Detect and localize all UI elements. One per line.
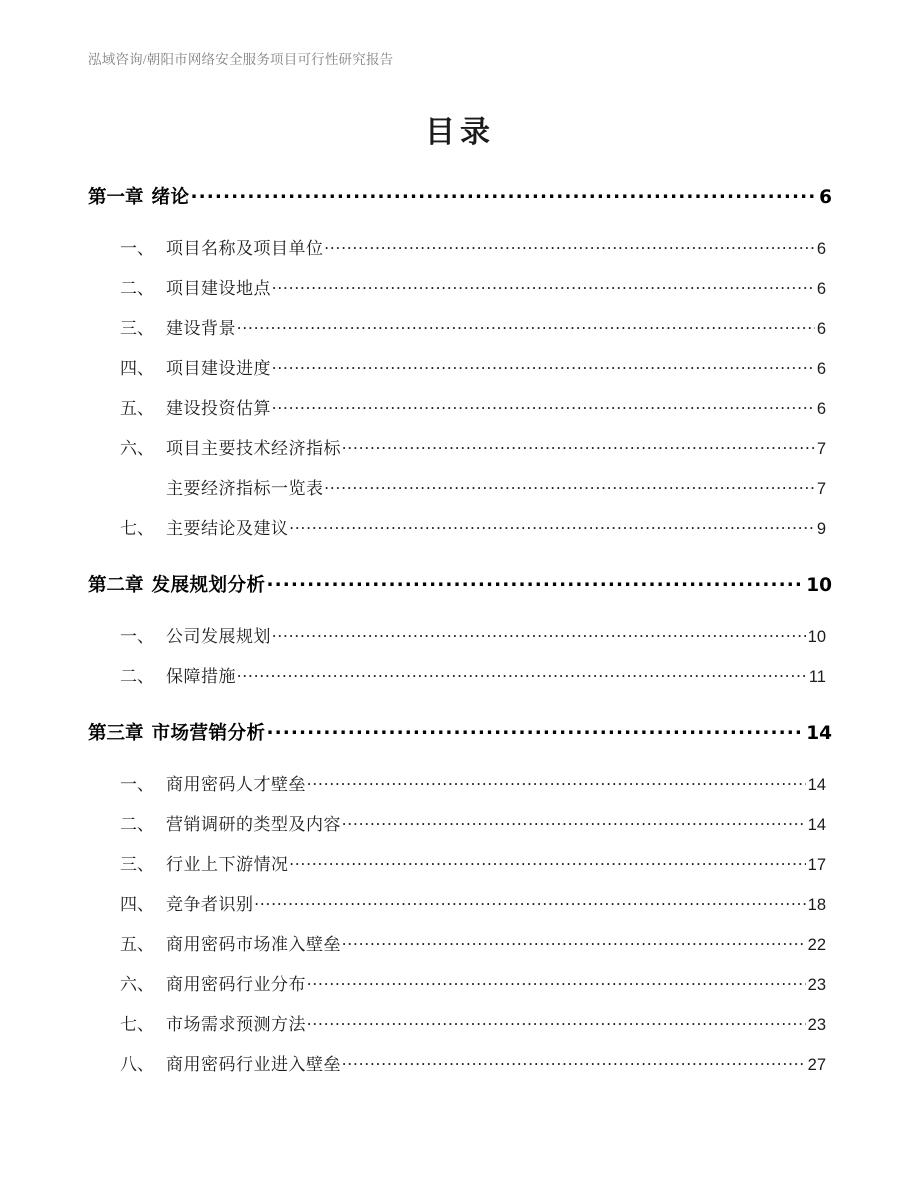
dot-leader bbox=[237, 665, 807, 682]
toc-entry-number: 八、 bbox=[120, 1055, 154, 1074]
toc-section-entry[interactable] bbox=[0, 474, 920, 514]
toc-entry-text: 建设背景 bbox=[166, 319, 236, 338]
dot-leader bbox=[267, 721, 805, 740]
dot-leader bbox=[255, 893, 806, 910]
toc-page-number: 17 bbox=[807, 856, 826, 874]
toc-entry-number: 六、 bbox=[120, 439, 154, 458]
toc-section-entry[interactable] bbox=[0, 930, 920, 970]
toc-section-entry[interactable] bbox=[0, 662, 920, 702]
toc-section-entry[interactable] bbox=[0, 850, 920, 890]
dot-leader bbox=[272, 397, 815, 414]
toc-entry-number: 第一章 bbox=[88, 187, 144, 208]
toc-entry-text: 绪论 bbox=[151, 187, 190, 208]
toc-page-number: 6 bbox=[816, 400, 826, 418]
dot-leader bbox=[191, 185, 818, 204]
toc-entry-text: 商用密码市场准入壁垒 bbox=[166, 935, 341, 954]
spacer bbox=[0, 554, 920, 571]
toc-entry-text: 主要结论及建议 bbox=[166, 519, 289, 538]
toc-entry-label bbox=[88, 719, 266, 745]
toc-entry-label bbox=[120, 850, 289, 875]
toc-entry-number: 第二章 bbox=[88, 575, 144, 596]
toc-entry-number: 五、 bbox=[120, 935, 154, 954]
toc-entry-text: 项目建设地点 bbox=[166, 279, 271, 298]
dot-leader bbox=[342, 813, 806, 830]
toc-entry-text: 公司发展规划 bbox=[166, 627, 271, 646]
dot-leader bbox=[307, 973, 806, 990]
dot-leader bbox=[307, 773, 806, 790]
toc-entry-text: 市场需求预测方法 bbox=[166, 1015, 306, 1034]
toc-entry-number: 四、 bbox=[120, 359, 154, 378]
toc-section-entry[interactable] bbox=[0, 354, 920, 394]
toc-section-entry[interactable] bbox=[0, 890, 920, 930]
toc-page-number: 6 bbox=[816, 280, 826, 298]
dot-leader bbox=[272, 277, 815, 294]
dot-leader bbox=[342, 933, 806, 950]
dot-leader bbox=[307, 1013, 806, 1030]
toc-entry-label bbox=[120, 234, 324, 259]
toc-entry-label bbox=[120, 514, 289, 539]
toc-entry-number: 四、 bbox=[120, 895, 154, 914]
toc-page-number: 9 bbox=[816, 520, 826, 538]
toc-section-entry[interactable] bbox=[0, 394, 920, 434]
toc-entry-text: 发展规划分析 bbox=[151, 575, 266, 596]
toc-chapter-entry[interactable] bbox=[0, 719, 920, 758]
toc-chapter-entry[interactable] bbox=[0, 571, 920, 610]
toc-section-entry[interactable] bbox=[0, 234, 920, 274]
toc-section-entry[interactable] bbox=[0, 970, 920, 1010]
toc-entry-text: 商用密码人才壁垒 bbox=[166, 775, 306, 794]
spacer bbox=[0, 610, 920, 622]
dot-leader bbox=[272, 625, 806, 642]
dot-leader bbox=[325, 477, 815, 494]
toc-page-number: 10 bbox=[807, 628, 826, 646]
toc-entry-number: 二、 bbox=[120, 815, 154, 834]
toc-page-number: 6 bbox=[816, 360, 826, 378]
toc-page-number: 23 bbox=[807, 1016, 826, 1034]
toc-entry-label bbox=[88, 183, 190, 209]
table-of-contents bbox=[0, 183, 920, 1090]
toc-entry-label bbox=[120, 890, 254, 915]
running-header: 泓域咨询/朝阳市网络安全服务项目可行性研究报告 bbox=[88, 52, 394, 67]
toc-entry-text: 行业上下游情况 bbox=[166, 855, 289, 874]
spacer bbox=[0, 702, 920, 719]
toc-page-number: 7 bbox=[816, 440, 826, 458]
toc-page-number: 10 bbox=[806, 575, 832, 596]
toc-entry-number: 一、 bbox=[120, 627, 154, 646]
spacer bbox=[0, 222, 920, 234]
toc-page-number: 22 bbox=[807, 936, 826, 954]
toc-page-number: 6 bbox=[816, 240, 826, 258]
toc-page-number: 11 bbox=[808, 668, 826, 686]
toc-entry-label bbox=[120, 810, 341, 835]
toc-page-number: 27 bbox=[807, 1056, 826, 1074]
toc-entry-label bbox=[120, 314, 236, 339]
toc-section-entry[interactable] bbox=[0, 810, 920, 850]
toc-entry-label bbox=[120, 1010, 306, 1035]
toc-entry-text: 项目建设进度 bbox=[166, 359, 271, 378]
toc-entry-text: 项目名称及项目单位 bbox=[166, 239, 324, 258]
toc-entry-number: 三、 bbox=[120, 319, 154, 338]
toc-entry-text: 营销调研的类型及内容 bbox=[166, 815, 341, 834]
toc-entry-number: 二、 bbox=[120, 279, 154, 298]
dot-leader bbox=[342, 1053, 806, 1070]
toc-section-entry[interactable] bbox=[0, 1010, 920, 1050]
dot-leader bbox=[267, 573, 805, 592]
spacer bbox=[0, 758, 920, 770]
page-title: 目录 bbox=[425, 115, 495, 150]
toc-section-entry[interactable] bbox=[0, 314, 920, 354]
toc-entry-text: 竞争者识别 bbox=[166, 895, 254, 914]
toc-page-number: 14 bbox=[807, 776, 826, 794]
dot-leader bbox=[272, 357, 815, 374]
toc-page-number: 18 bbox=[807, 896, 826, 914]
dot-leader bbox=[290, 853, 806, 870]
toc-entry-label bbox=[88, 571, 266, 597]
toc-entry-label bbox=[120, 622, 271, 647]
toc-entry-label bbox=[120, 354, 271, 379]
toc-entry-text: 保障措施 bbox=[166, 667, 236, 686]
toc-section-entry[interactable] bbox=[0, 274, 920, 314]
toc-section-entry[interactable] bbox=[0, 1050, 920, 1090]
toc-entry-number: 二、 bbox=[120, 667, 154, 686]
toc-entry-text: 商用密码行业进入壁垒 bbox=[166, 1055, 341, 1074]
toc-entry-number: 七、 bbox=[120, 519, 154, 538]
toc-entry-text: 项目主要技术经济指标 bbox=[166, 439, 341, 458]
toc-entry-number: 五、 bbox=[120, 399, 154, 418]
dot-leader bbox=[290, 517, 815, 534]
toc-entry-label bbox=[120, 970, 306, 995]
toc-entry-label bbox=[120, 1050, 341, 1075]
dot-leader bbox=[325, 237, 815, 254]
toc-page-number: 6 bbox=[816, 320, 826, 338]
dot-leader bbox=[237, 317, 815, 334]
toc-entry-number: 六、 bbox=[120, 975, 154, 994]
toc-page-number: 14 bbox=[806, 723, 832, 744]
toc-entry-label bbox=[120, 662, 236, 687]
toc-entry-text: 建设投资估算 bbox=[166, 399, 271, 418]
toc-entry-number: 一、 bbox=[120, 239, 154, 258]
toc-entry-number: 三、 bbox=[120, 855, 154, 874]
toc-entry-number: 七、 bbox=[120, 1015, 154, 1034]
dot-leader bbox=[342, 437, 815, 454]
toc-entry-label bbox=[120, 770, 306, 795]
toc-entry-number: 第三章 bbox=[88, 723, 144, 744]
toc-chapter-entry[interactable] bbox=[0, 183, 920, 222]
toc-entry-label bbox=[120, 274, 271, 299]
toc-entry-label bbox=[120, 434, 341, 459]
toc-entry-label bbox=[120, 394, 271, 419]
toc-section-entry[interactable] bbox=[0, 770, 920, 810]
toc-page-number: 7 bbox=[816, 480, 826, 498]
toc-entry-text: 主要经济指标一览表 bbox=[166, 479, 324, 498]
toc-entry-label bbox=[120, 474, 324, 499]
toc-section-entry[interactable] bbox=[0, 434, 920, 474]
toc-entry-number: 一、 bbox=[120, 775, 154, 794]
toc-page-number: 14 bbox=[807, 816, 826, 834]
toc-entry-text: 商用密码行业分布 bbox=[166, 975, 306, 994]
toc-entry-text: 市场营销分析 bbox=[151, 723, 266, 744]
toc-entry-label bbox=[120, 930, 341, 955]
toc-page-number: 23 bbox=[807, 976, 826, 994]
toc-page-number: 6 bbox=[819, 187, 832, 208]
toc-section-entry[interactable] bbox=[0, 514, 920, 554]
toc-section-entry[interactable] bbox=[0, 622, 920, 662]
